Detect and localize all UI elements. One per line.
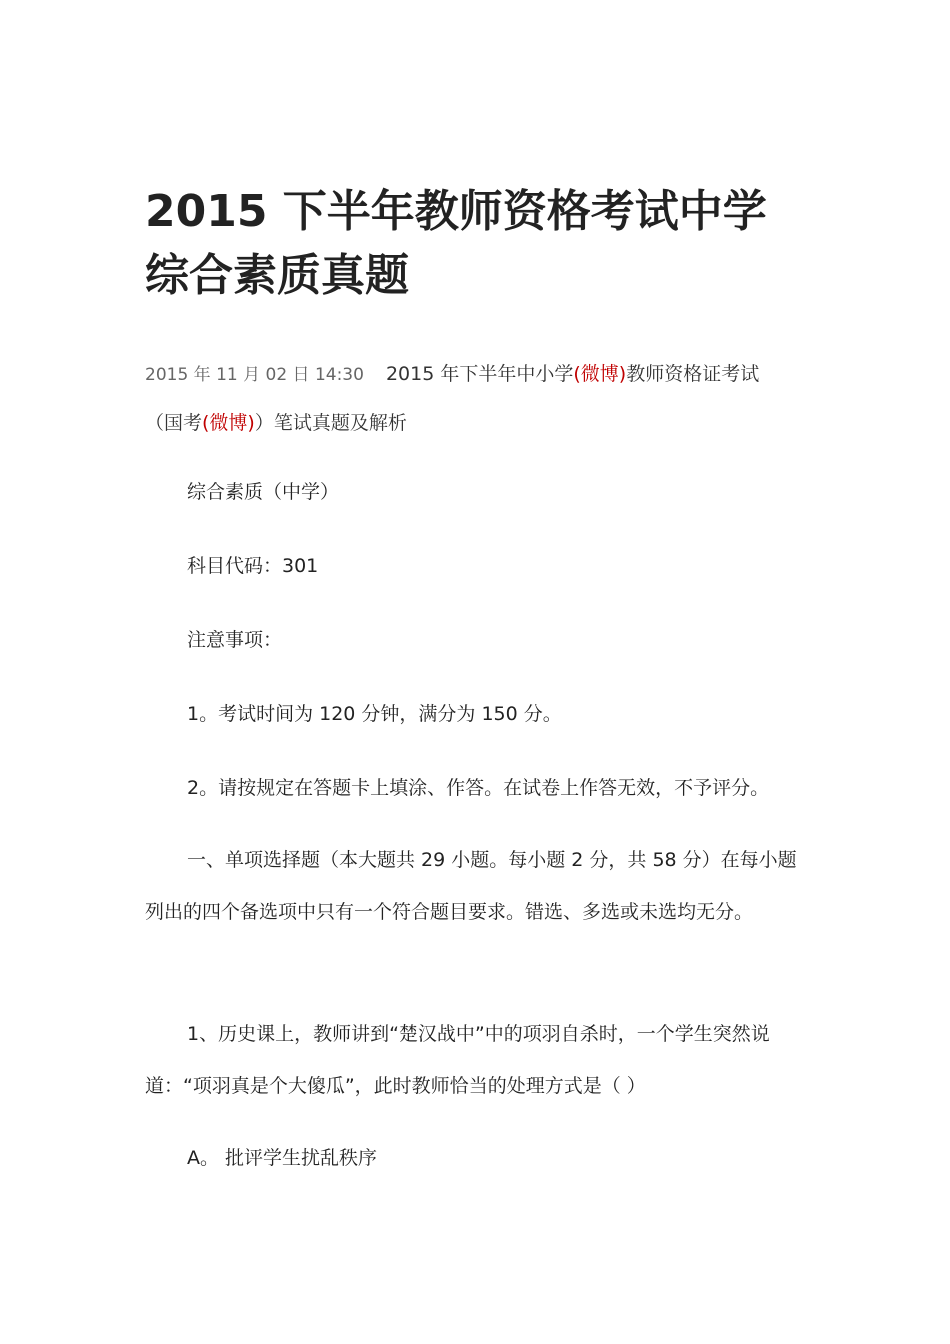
intro-text-1: 2015 年下半年中小学	[385, 363, 574, 385]
section-heading-1: 一、单项选择题（本大题共 29 小题。每小题 2 分，共 58 分）在每小题列出的四个备选项中只有一个符合题目要求。错选、多选或未选均无分。	[145, 849, 797, 923]
intro-text-4: ）笔试真题及解析	[254, 412, 407, 434]
publish-date: 2015 年 11 月 02 日 14:30	[145, 365, 364, 385]
title-line-1: 2015 下半年教师资格考试中学	[145, 186, 767, 237]
intro-text-3: （国考	[145, 412, 203, 434]
article-meta	[145, 350, 810, 447]
title-line-2: 综合素质真题	[145, 250, 409, 301]
notice-item-1: 1。考试时间为 120 分钟，满分为 150 分。	[187, 703, 562, 725]
notice-item-2: 2。请按规定在答题卡上填涂、作答。在试卷上作答无效，不予评分。	[187, 777, 770, 799]
subject-code: 科目代码：301	[187, 555, 319, 577]
notice-title: 注意事项：	[187, 629, 283, 651]
question-1-option-a: A。 批评学生扰乱秩序	[187, 1147, 378, 1169]
article-title	[145, 180, 810, 308]
weibo-link-2[interactable]: (微博)	[202, 412, 255, 434]
weibo-link-1[interactable]: (微博)	[573, 363, 627, 385]
subject-line: 综合素质（中学）	[187, 481, 340, 503]
intro-text-2: 教师资格证考试	[626, 363, 760, 385]
question-1: 1、历史课上，教师讲到“楚汉战中”中的项羽自杀时，一个学生突然说道：“项羽真是个大傻瓜”，此时教师恰当的处理方式是（ ）	[145, 1023, 770, 1097]
